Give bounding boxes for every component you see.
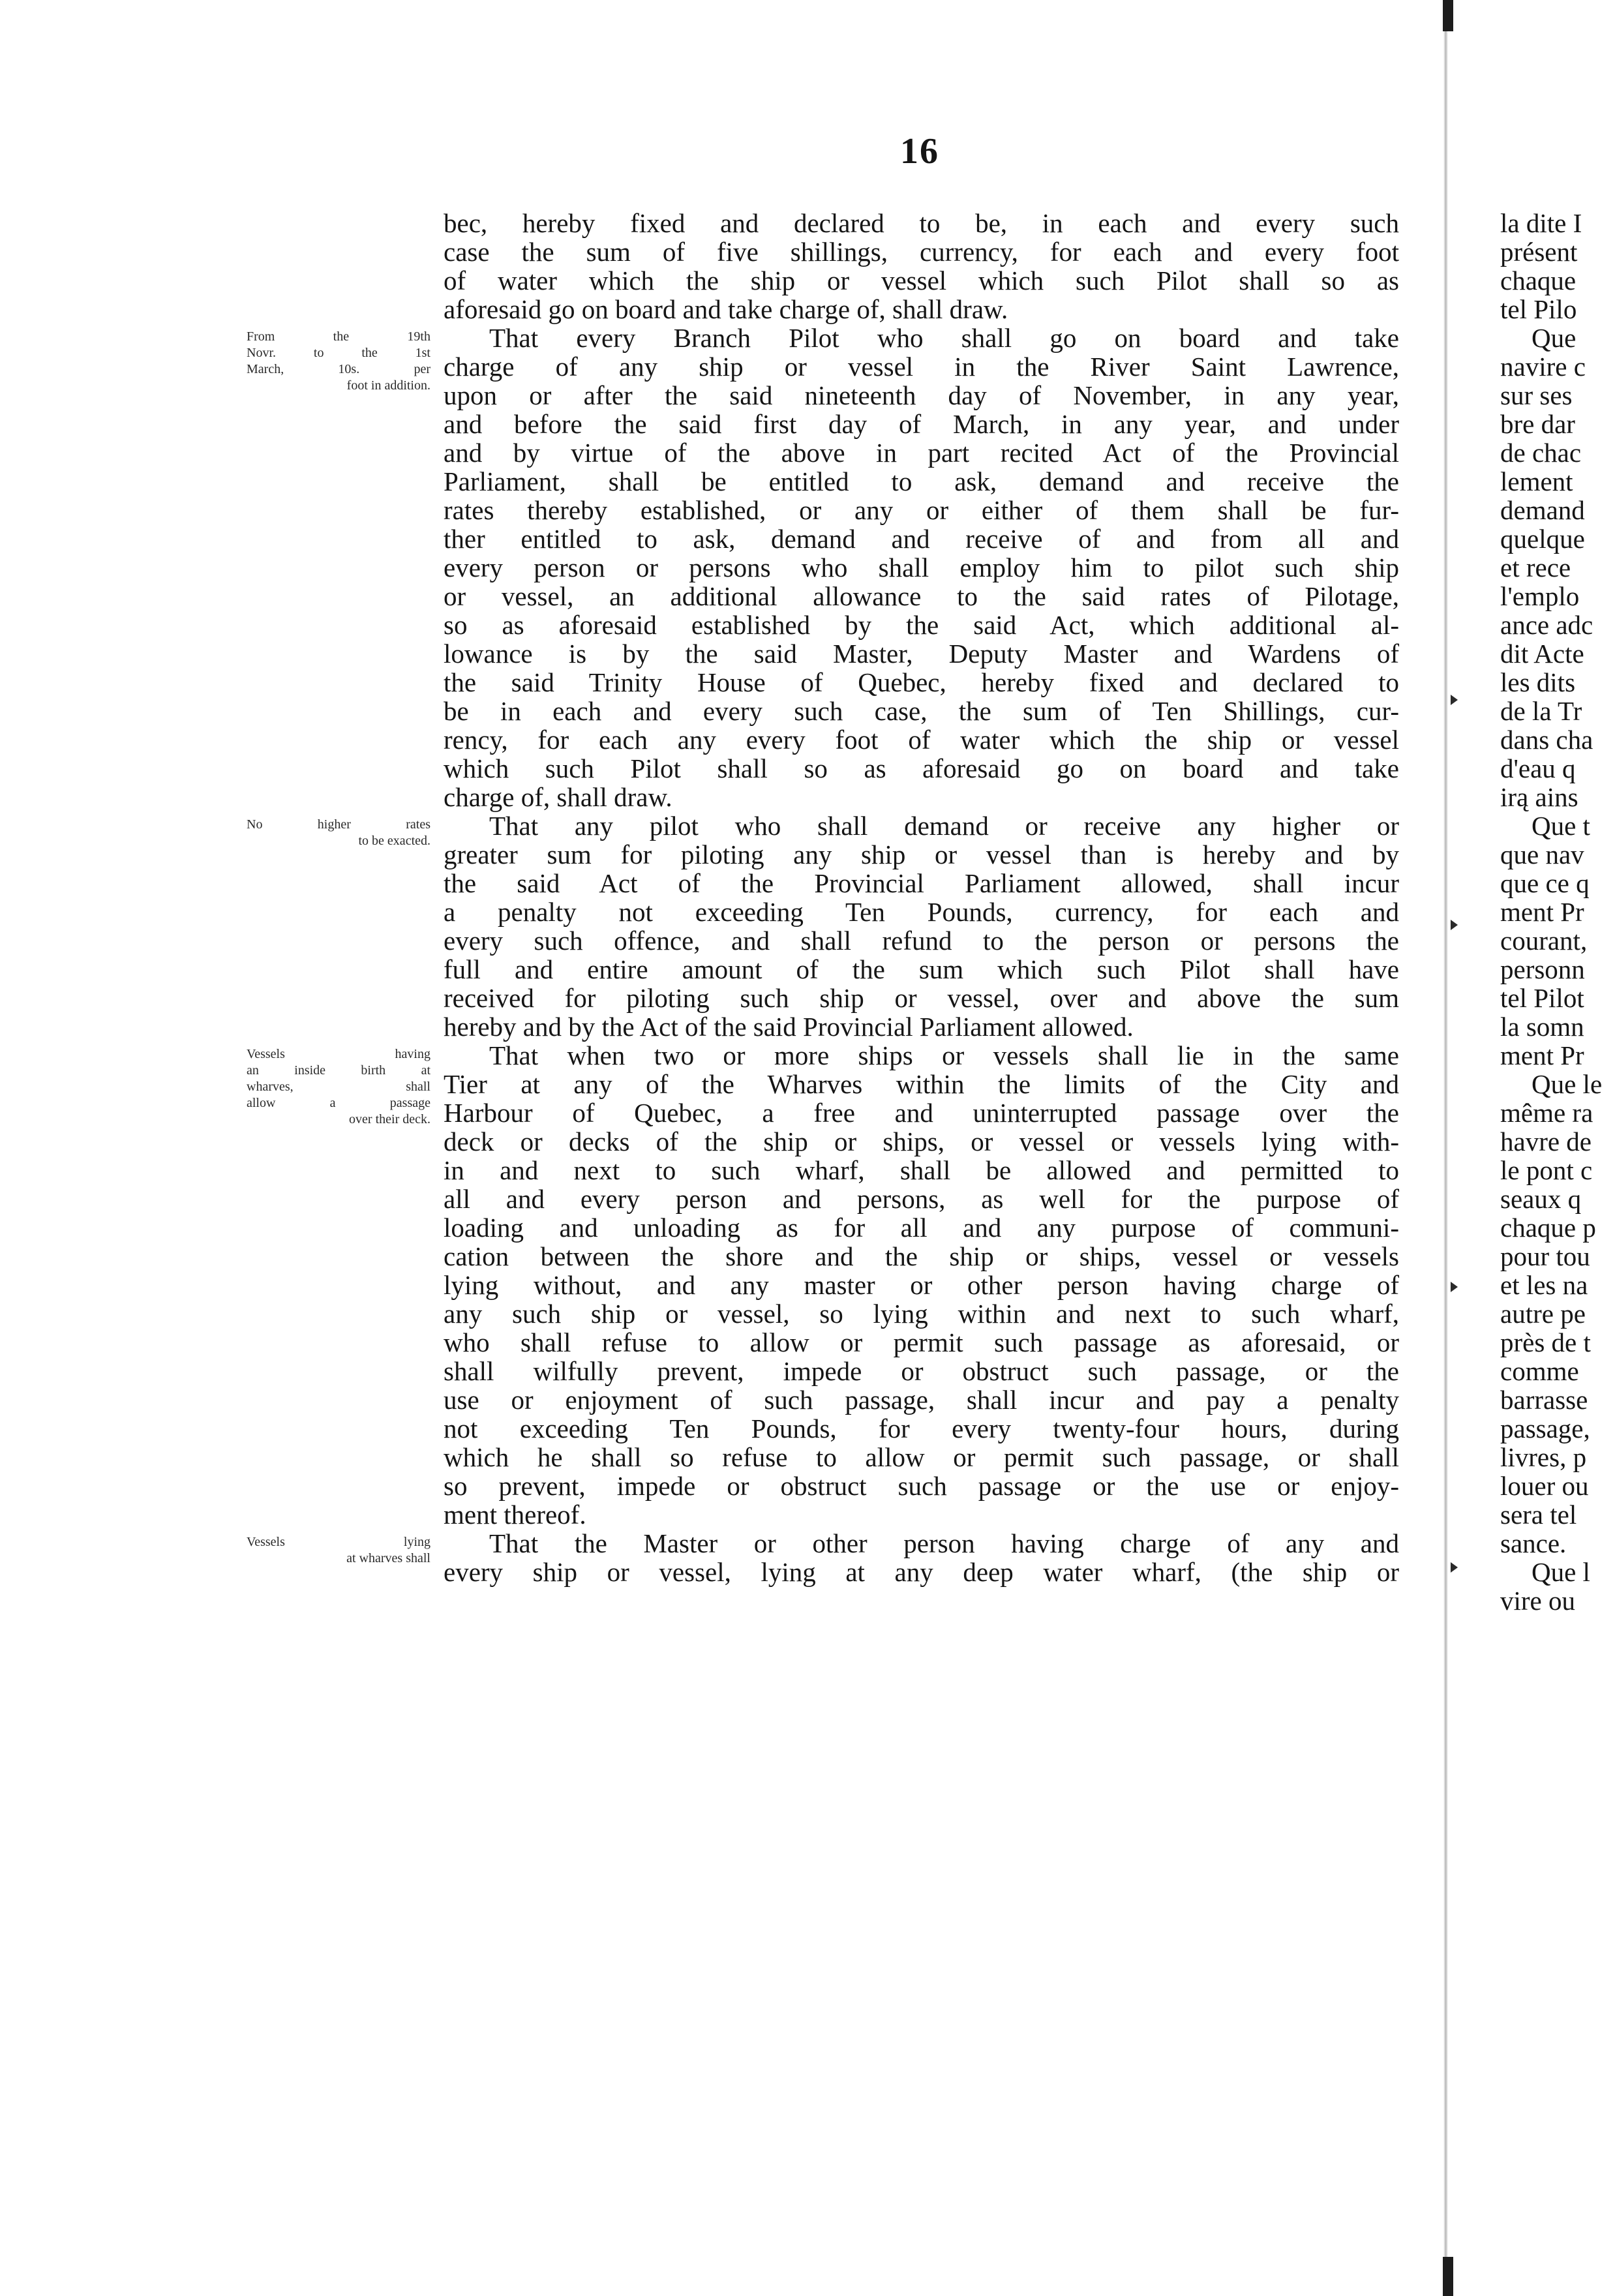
text-line: received for piloting such ship or vessel, over and above the sum	[444, 983, 1399, 1013]
text-line: be in each and every such case, the sum of Ten Shillings, cur-	[444, 696, 1399, 726]
text-line: That every Branch Pilot who shall go on board and take	[489, 323, 1399, 353]
facing-page-line: tel Pilot	[1500, 983, 1584, 1013]
text-line: shall wilfully prevent, impede or obstruct such passage, or the	[444, 1356, 1399, 1386]
facing-page-line: autre pe	[1500, 1299, 1586, 1329]
binding-edge-top	[1443, 0, 1453, 31]
facing-page-line: dit Acte	[1500, 639, 1584, 669]
facing-page-line: présent	[1500, 237, 1578, 267]
facing-page-line: que nav	[1500, 839, 1584, 869]
edge-tick-mark	[1451, 695, 1458, 705]
margin-note-line: No higher rates	[247, 817, 430, 832]
margin-note-line: to be exacted.	[358, 834, 430, 848]
text-line: use or enjoyment of such passage, shall incur and pay a penalty	[444, 1385, 1399, 1415]
page-number: 16	[900, 131, 939, 172]
margin-note-line: Vessels lying	[247, 1535, 430, 1549]
facing-page-line: vire ou	[1500, 1586, 1575, 1616]
facing-page-line: de chac	[1500, 438, 1582, 468]
book-gutter	[1443, 0, 1448, 2296]
margin-note-line: over their deck.	[349, 1112, 430, 1126]
facing-page-line: ance adc	[1500, 610, 1593, 640]
facing-page-line: que ce q	[1500, 868, 1590, 898]
margin-note	[247, 1534, 430, 1567]
text-line: hereby and by the Act of the said Provincial Parliament allowed.	[444, 1012, 1134, 1042]
text-line: bec, hereby fixed and declared to be, in each and every such	[444, 208, 1399, 238]
facing-page-line: passage,	[1500, 1413, 1590, 1443]
facing-page-line: sance.	[1500, 1528, 1567, 1558]
facing-page-line: Que t	[1532, 811, 1590, 841]
facing-page-line: la somn	[1500, 1012, 1584, 1042]
facing-page-line: tel Pilo	[1500, 294, 1577, 324]
facing-page-line: le pont c	[1500, 1155, 1593, 1185]
text-line: rency, for each any every foot of water which the ship or vessel	[444, 725, 1399, 755]
facing-page-line: et rece	[1500, 552, 1571, 582]
facing-page-line: chaque p	[1500, 1213, 1596, 1243]
text-line: not exceeding Ten Pounds, for every twenty-four hours, during	[444, 1413, 1399, 1443]
text-line: lying without, and any master or other person having charge of	[444, 1270, 1399, 1300]
text-line: a penalty not exceeding Ten Pounds, currency, for each and	[444, 897, 1399, 927]
facing-page-line: ment Pr	[1500, 897, 1584, 927]
facing-page-line: même ra	[1500, 1098, 1593, 1128]
margin-note-line: Novr. to the 1st	[247, 346, 430, 360]
facing-page-line: havre de	[1500, 1126, 1592, 1156]
text-line: full and entire amount of the sum which such Pilot shall have	[444, 954, 1399, 984]
facing-page-line: comme	[1500, 1356, 1579, 1386]
text-line: and before the said first day of March, in any year, and under	[444, 409, 1399, 439]
text-line: so as aforesaid established by the said Act, which additional al-	[444, 610, 1399, 640]
facing-page-line: près de t	[1500, 1327, 1591, 1357]
text-line: which he shall so refuse to allow or permit such passage, or shall	[444, 1442, 1399, 1472]
facing-page-line: personn	[1500, 954, 1585, 984]
text-line: Parliament, shall be entitled to ask, demand and receive the	[444, 466, 1399, 496]
text-line: or vessel, an additional allowance to the said rates of Pilotage,	[444, 581, 1399, 611]
text-line: deck or decks of the ship or ships, or vessel or vessels lying with-	[444, 1126, 1399, 1156]
facing-page-line: Que	[1532, 323, 1577, 353]
text-line: any such ship or vessel, so lying within and next to such wharf,	[444, 1299, 1399, 1329]
text-line: who shall refuse to allow or permit such passage as aforesaid, or	[444, 1327, 1399, 1357]
facing-page-line: lement	[1500, 466, 1573, 496]
margin-note	[247, 329, 430, 394]
facing-page-fragment	[1500, 209, 1615, 1615]
facing-page-line: navire c	[1500, 352, 1586, 382]
facing-page-line: sera tel	[1500, 1500, 1577, 1530]
text-line: greater sum for piloting any ship or vessel than is hereby and by	[444, 839, 1399, 869]
facing-page-line: la dite I	[1500, 208, 1582, 238]
margin-note-line: Vessels having	[247, 1047, 430, 1061]
text-line: rates thereby established, or any or either of them shall be fur-	[444, 495, 1399, 525]
facing-page-line: demand	[1500, 495, 1585, 525]
text-line: the said Trinity House of Quebec, hereby fixed and declared to	[444, 667, 1399, 697]
text-line: cation between the shore and the ship or ships, vessel or vessels	[444, 1241, 1399, 1271]
facing-page-line: de la Tr	[1500, 696, 1582, 726]
text-line: lowance is by the said Master, Deputy Master and Wardens of	[444, 639, 1399, 669]
facing-page-line: livres, p	[1500, 1442, 1587, 1472]
facing-page-line: dans cha	[1500, 725, 1593, 755]
text-line: aforesaid go on board and take charge of, shall draw.	[444, 294, 1008, 324]
margin-note-line: March, 10s. per	[247, 362, 430, 376]
text-line: in and next to such wharf, shall be allowed and permitted to	[444, 1155, 1399, 1185]
text-line: That any pilot who shall demand or receive any higher or	[489, 811, 1399, 841]
text-line: every person or persons who shall employ him to pilot such ship	[444, 552, 1399, 582]
facing-page-line: louer ou	[1500, 1471, 1589, 1501]
facing-page-line: les dits	[1500, 667, 1576, 697]
facing-page-line: sur ses	[1500, 380, 1573, 410]
text-line: charge of, shall draw.	[444, 782, 672, 812]
text-line: Harbour of Quebec, a free and uninterrupted passage over the	[444, 1098, 1399, 1128]
text-line: which such Pilot shall so as aforesaid go on board and take	[444, 753, 1399, 783]
margin-note-line: at wharves shall	[346, 1551, 430, 1565]
binding-edge-bottom	[1443, 2257, 1453, 2296]
facing-page-line: Que l	[1532, 1557, 1590, 1587]
text-line: charge of any ship or vessel in the River Saint Lawrence,	[444, 352, 1399, 382]
facing-page-line: quelque	[1500, 524, 1585, 554]
facing-page-line: pour tou	[1500, 1241, 1590, 1271]
text-line: every ship or vessel, lying at any deep water wharf, (the ship or	[444, 1557, 1399, 1587]
margin-note-line: foot in addition.	[346, 378, 430, 393]
text-line: of water which the ship or vessel which such Pilot shall so as	[444, 265, 1399, 295]
text-line: That the Master or other person having charge of any and	[489, 1528, 1399, 1558]
facing-page-line: et les na	[1500, 1270, 1588, 1300]
facing-page-line: l'emplo	[1500, 581, 1580, 611]
facing-page-line: chaque	[1500, 265, 1577, 295]
text-line: ment thereof.	[444, 1500, 586, 1530]
text-line: loading and unloading as for all and any purpose of communi-	[444, 1213, 1399, 1243]
text-line: every such offence, and shall refund to the person or persons the	[444, 926, 1399, 956]
text-line: That when two or more ships or vessels shall lie in the same	[489, 1040, 1399, 1070]
margin-note-line: allow a passage	[247, 1096, 430, 1110]
facing-page-line: courant,	[1500, 926, 1588, 956]
facing-page-line: ment Pr	[1500, 1040, 1584, 1070]
edge-tick-mark	[1451, 1562, 1458, 1573]
text-line: upon or after the said nineteenth day of November, in any year,	[444, 380, 1399, 410]
text-line: and by virtue of the above in part recited Act of the Provincial	[444, 438, 1399, 468]
main-text-column	[444, 209, 1399, 1586]
margin-note-line: From the 19th	[247, 329, 430, 344]
margin-note	[247, 817, 430, 849]
text-line: so prevent, impede or obstruct such passage or the use or enjoy-	[444, 1471, 1399, 1501]
text-line: the said Act of the Provincial Parliament allowed, shall incur	[444, 868, 1399, 898]
facing-page-line: irą ains	[1500, 782, 1578, 812]
text-line: case the sum of five shillings, currency, for each and every foot	[444, 237, 1399, 267]
text-line: all and every person and persons, as well for the purpose of	[444, 1184, 1399, 1214]
facing-page-line: bre dar	[1500, 409, 1575, 439]
facing-page-line: barrasse	[1500, 1385, 1588, 1415]
facing-page-line: d'eau q	[1500, 753, 1576, 783]
text-line: ther entitled to ask, demand and receive of and from all and	[444, 524, 1399, 554]
text-line: Tier at any of the Wharves within the limits of the City and	[444, 1069, 1399, 1099]
margin-note-line: wharves, shall	[247, 1080, 430, 1094]
edge-tick-mark	[1451, 920, 1458, 930]
margin-note	[247, 1046, 430, 1128]
facing-page-line: Que le	[1532, 1069, 1603, 1099]
facing-page-line: seaux q	[1500, 1184, 1582, 1214]
edge-tick-mark	[1451, 1282, 1458, 1292]
margin-note-line: an inside birth at	[247, 1063, 430, 1078]
